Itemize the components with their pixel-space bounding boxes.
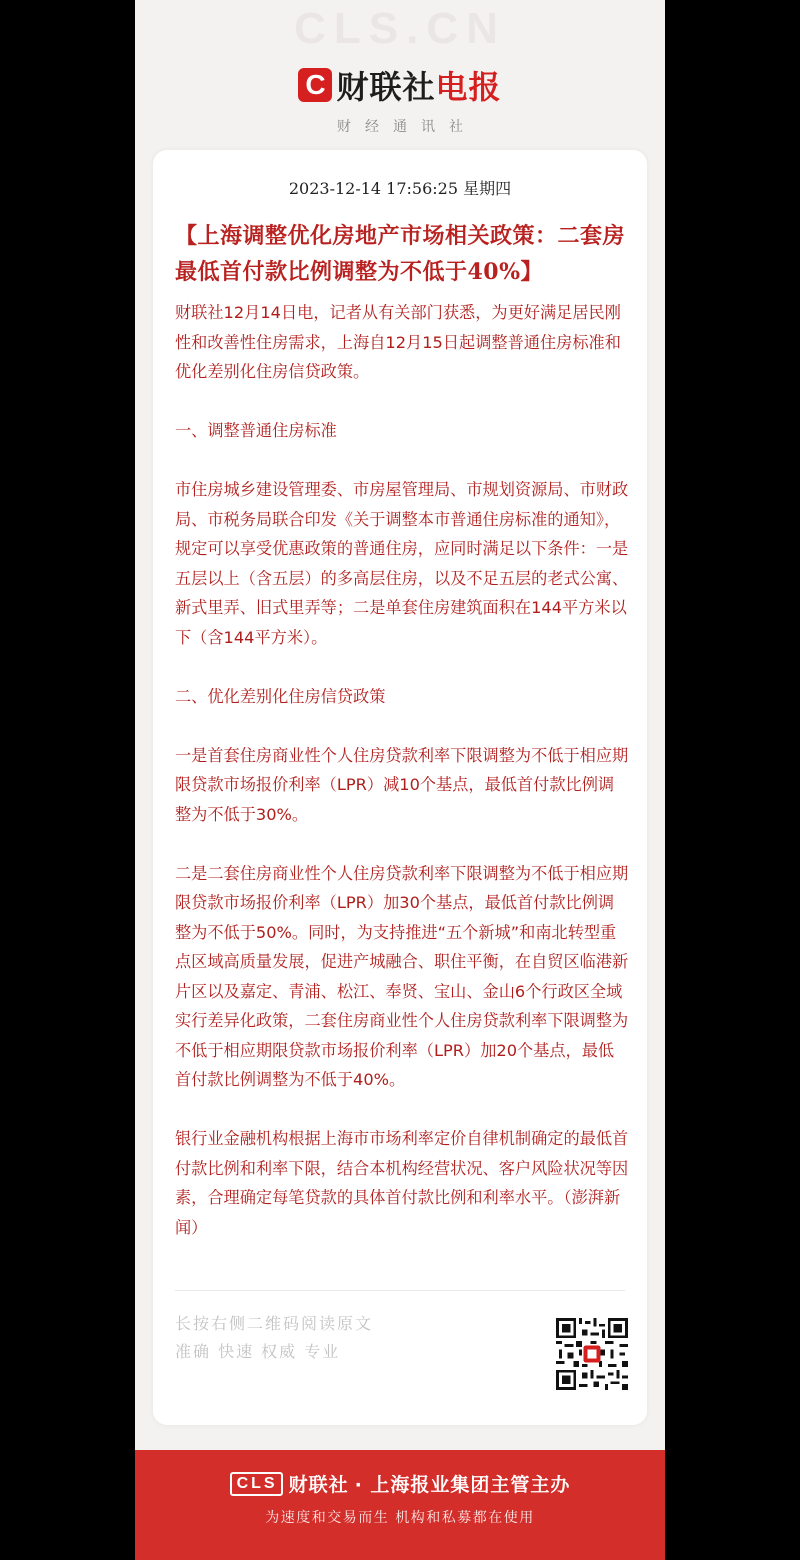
article-paragraph: 一是首套住房商业性个人住房贷款利率下限调整为不低于相应期限贷款市场报价利率（LPR）减10个基点，最低首付款比例调整为不低于30%。 xyxy=(175,745,629,824)
brand-tagline: 财经通讯社 xyxy=(337,119,477,135)
article-paragraph: 二是二套住房商业性个人住房贷款利率下限调整为不低于相应期限贷款市场报价利率（LPR）加30个基点，最低首付款比例调整为不低于50%。同时，为支持推进“五个新城”和南北转型重点区域高质量发展，促进产城融合、职住平衡，在自贸区临港新片区以及嘉定、青浦、松江、奉贤、宝山、金山6个行政区全域实行差异化政策，二套住房商业性个人住房贷款利率下限调整为不低于相应期限贷款市场报价利率（LPR）加20个基点，最低首付款比例调整为不低于40%。 xyxy=(175,863,629,1089)
article-section-heading: 二、优化差别化住房信贷政策 xyxy=(175,686,386,706)
cls-watermark: CLS.CN xyxy=(294,4,506,53)
footer-slogan: 为速度和交易而生 机构和私募都在使用 xyxy=(265,1510,535,1526)
brand-name-red: 电报 xyxy=(435,68,502,106)
cls-mark: CLS xyxy=(230,1472,283,1496)
article-body xyxy=(175,298,630,1272)
article-headline: 【上海调整优化房地产市场相关政策：二套房最低首付款比例调整为不低于40%】 xyxy=(175,223,626,285)
brand-header xyxy=(135,62,665,136)
footer-brand-name: 财联社 xyxy=(288,1474,349,1496)
article-section-heading: 一、调整普通住房标准 xyxy=(175,421,337,440)
cls-logo-icon: C xyxy=(298,68,332,102)
card-divider xyxy=(175,1290,625,1291)
brand-footer xyxy=(135,1450,665,1560)
brand-name-black: 财联社 xyxy=(336,68,436,106)
telegraph-page xyxy=(135,0,665,1560)
article-card xyxy=(153,150,647,1425)
article-paragraph: 财联社12月14日电，记者从有关部门获悉，为更好满足居民刚性和改善性住房需求，上海自12月15日起调整普通住房标准和优化差别化住房信贷政策。 xyxy=(175,303,621,381)
article-paragraph: 市住房城乡建设管理委、市房屋管理局、市规划资源局、市财政局、市税务局联合印发《关于调整本市普通住房标准的通知》，规定可以享受优惠政策的普通住房，应同时满足以下条件：一是五层以上（含五层）的多高层住房，以及不足五层的老式公寓、新式里弄、旧式里弄等；二是单套住房建筑面积在144平方米以下（含144平方米）。 xyxy=(175,480,629,647)
brand-logo-row xyxy=(298,62,501,108)
article-paragraph: 银行业金融机构根据上海市市场利率定价自律机制确定的最低首付款比例和利率下限，结合本机构经营状况、客户风险状况等因素，合理确定每笔贷款的具体首付款比例和利率水平。（澎湃新闻） xyxy=(175,1129,629,1237)
card-footer-text xyxy=(175,1310,373,1366)
brand-name xyxy=(336,62,501,108)
card-footer-slogan: 准确 快速 权威 专业 xyxy=(175,1342,341,1361)
article-datetime: 2023-12-14 17:56:25 星期四 xyxy=(288,179,512,198)
footer-brand-row xyxy=(230,1470,571,1497)
qr-code-icon[interactable] xyxy=(556,1318,628,1390)
footer-organization: · 上海报业集团主管主办 xyxy=(354,1474,571,1496)
read-original-hint: 长按右侧二维码阅读原文 xyxy=(175,1314,374,1333)
